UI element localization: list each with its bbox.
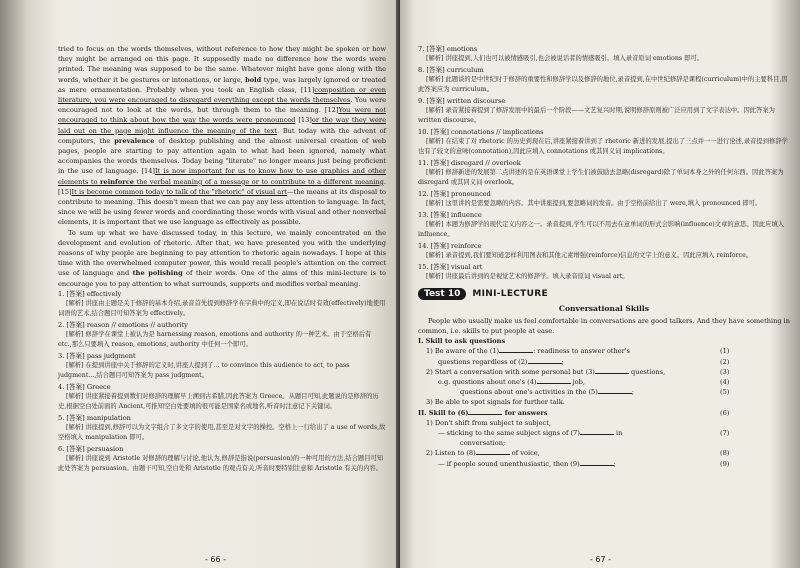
answer-blank[interactable] xyxy=(476,448,510,455)
page-number-right: - 67 - xyxy=(590,555,612,564)
section-heading-2: II. Skill to (6) for answers (6) xyxy=(418,408,730,417)
outline-row: — sticking to the same subject signs of (7) in (7) xyxy=(438,429,730,438)
intro-paragraph: People who usually make us feel comfortable in conversations are good talkers. And they have something in common, i.e. skills to put people at ease. xyxy=(418,317,790,336)
lecture-paragraph-2: To sum up what we have discussed today, in this lecture, we mainly concentrated on the development and evolution of rhetoric. After that, we have presented you with the underlying reasons of why people are beginning to pay attention to rhetoric again nowadays. I hope at this time with the overwhelmed computer power, this would recall people's attention on the correct use of language and the polishing of their words. One of the aims of this mini-lecture is to encourage you to pay attention to what surrounds, supports and modifies verbal meaning. xyxy=(58,228,387,288)
answer-item: 6. [答案] persuasion [解析] 讲座说到 Aristotle 对修辞的理解与讨论,他认为,修辞是指说(persuasion)的一种可用的方法,结合题目可知此处答案为 persuasion。由题干可知,空白处和 Aristotle 的观点有关,听音时要特别注意和 Aristotle 有关的内容。 xyxy=(58,444,384,472)
answer-blank[interactable] xyxy=(580,459,614,466)
answer-blank[interactable] xyxy=(537,377,571,384)
answer-blank[interactable] xyxy=(499,346,533,353)
outline-row: 2) Start a conversation with some personal but (3) questions, (3) xyxy=(426,367,730,376)
answer-key-list xyxy=(418,44,790,282)
answer-blank[interactable] xyxy=(528,357,562,364)
answer-item: 1. [答案] effectively [解析] 讲座由主题是关于修辞的基本介绍,录音首先提到修辞学在字典中的定义,即在说话时有效(effectively)地使用词语的艺术,结合题目可知答案为 effectively。 xyxy=(58,289,386,317)
outline-row: 3) Be able to spot signals for further talk. xyxy=(426,398,565,407)
answer-item: 10. [答案] connotations // implications [解析] 在结束了对 rhetoric 的历史到现在后,讲座紧接着讲到了 rhetoric 新进的发展,提出了三点并一一进行论述,录音提到修辞学也有了较文的意味(connotation),因此应填入 connotations 或其同义词 implications。 xyxy=(418,128,788,155)
outline-row: 1) Don't shift from subject to subject, xyxy=(426,418,551,427)
answer-blank[interactable] xyxy=(598,387,632,394)
answer-key-list xyxy=(58,289,386,474)
answer-item: 12. [答案] pronounced [解析] 这里讲的是需要忽略的内容。其中讲座提到,要忽略词的发音。由于空格前给出了 were,填入 pronounced 即可。 xyxy=(418,190,762,207)
test-header xyxy=(418,288,790,300)
answer-item: 14. [答案] reinforce [解析] 录音提到,我们要知道怎样利用图表和其他元素增强(reinforce)信息的文字上的意义。因此应填入 reinforce。 xyxy=(418,242,753,259)
answer-item: 3. [答案] pass judgment [解析] 在提到讲座中关于修辞的定义时,讲座人提到了... to convince this audience to act, to pass judgment...,结合题目可知答案为 pass judgment。 xyxy=(58,351,350,379)
outline-row: 2) Listen to (8) of voice, (8) xyxy=(426,449,730,458)
outline-row: conversation; xyxy=(460,439,506,448)
answer-item: 15. [答案] visual art [解析] 讲座最后讲到的是视觉艺术的修辞学。填入录音原词 visual art。 xyxy=(418,263,629,280)
outline-row: — if people sound unenthusiastic, then (9) ; (9) xyxy=(438,459,730,468)
conversation-title: Conversational Skills xyxy=(558,304,650,313)
lecture-paragraph-1: tried to focus on the words themselves, without reference to how they might be spoken or how they might be arranged on this page. It supposedly made no difference how the words were printed. The meaning was supposed to be the same. Whatever might have gone along with the words, whether it be gestures or intonations, or large, bold type, was largely ignored or treated as mere ornamentation. Probably when you took an English class, [11]composition or even literature, you were encouraged to disregard everything except the words themselves. You were encouraged not to look at the words, but through them to the meaning. [12]You were not encouraged to think about how the way the words were pronounced [13]or the way they were laid out on the page might influence the meaning of the text. But today with the advent of computers, the prevalence of desktop publishing and the almost universal creation of web pages, people are starting to pay attention again to what had been ignored, namely what accompanies the words themselves. Today being "literate" no longer means just being proficient in the use of language. [14]It is now important for us to know how to use graphics and other elements to reinforce the verbal meaning of a message or to contribute to a different meaning. [15]It is become common today to talk of the "rhetoric" of visual art—the means at its disposal to contribute to meaning. This doesn't mean that we can pay any less attention to language. In fact, since we will be using fewer words and coordinating those words with visual and other nonverbal elements, it is important that we use language as effectively as possible. xyxy=(58,45,387,227)
answer-item: 9. [答案] written discourse [解析] 录音紧接着提到了修辞发展中的最后一个阶段——文艺复兴时期,说明修辞原则被广泛应用到了文字表达中。因此答案为 written discourse。 xyxy=(418,97,775,124)
answer-item: 13. [答案] influence [解析] 本题为修辞学的现代定义内容之一。录音提到,学生可以不用去在意单词的形式会影响(influence)文章的意思。因此应填入 influence。 xyxy=(418,211,785,238)
section-heading-1: I. Skill to ask questions xyxy=(418,337,506,346)
answer-item: 8. [答案] curriculum [解析] 此题谈的是中世纪时于修辞的重要性和修辞学以及修辞的地位,录音提到,在中世纪修辞是课程(curriculum)中的主要科目,因此答案应为 curriculum。 xyxy=(418,66,788,93)
answer-blank[interactable] xyxy=(595,367,629,374)
answer-item: 5. [答案] manipulation [解析] 讲座提到,修辞可以为文字组合了多文字的使用,甚至是对文字的操控。空格上一行给出了 a use of words,故空格填入 manipulation 即可。 xyxy=(58,413,386,441)
answer-blank[interactable] xyxy=(468,408,502,415)
right-page xyxy=(400,0,800,568)
test-title: MINI-LECTURE xyxy=(472,289,548,299)
answer-item: 4. [答案] Greece [解析] 讲座紧接着提到数们对修辞的理解早上溯到古希腊,因此答案为 Greece。从题目可知,此题说的是修辞的历史,根据空白处前面的 Ancient,可推知空白处要填的很可能是国家名或地名,听音时注意记下关键词。 xyxy=(58,382,379,410)
answer-blank[interactable] xyxy=(580,428,614,435)
outline-row: questions regardless of (2) ; (2) xyxy=(438,357,730,366)
answer-item: 7. [答案] emotions [解析] 讲座提到,人们也可以被情感吸引,也会被说话者的情感吸引。填入录音原词 emotions 即可。 xyxy=(418,45,704,62)
answer-item: 11. [答案] disregard // overlook [解析] 修辞新进的发展第二点讲述的是在英语课堂上学生们被鼓励去忽略(disregard)除了单词本身之外的任何东西。因此答案为 disregard 或其同义词 overlook。 xyxy=(418,159,784,186)
answer-item: 2. [答案] reason // emotions // authority [解析] 修辞学在课堂上被认为是 harnessing reason, emotions and authority 的一种艺术。由于空格后有 etc.,那么只要填入 reason, emotions, authority 中任何一个即可。 xyxy=(58,320,372,348)
page-number-left: - 66 - xyxy=(205,555,227,564)
outline-row: 1) Be aware of the (1) : readiness to answer other's (1) xyxy=(426,347,730,356)
outline-row: questions about one's activities in the (5) ; (5) xyxy=(460,388,730,397)
outline-row: e.g. questions about one's (4) job, (4) xyxy=(438,378,730,387)
test-badge: Test 10 xyxy=(418,288,466,300)
